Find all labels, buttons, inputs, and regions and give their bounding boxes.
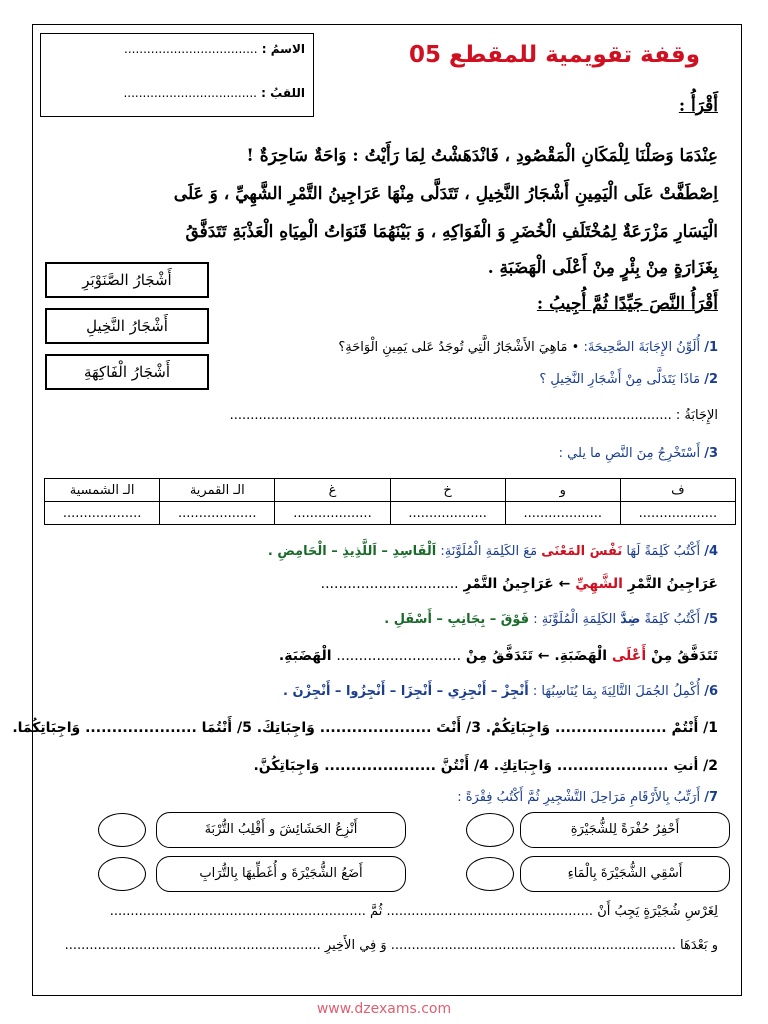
q1-text: • مَاهِيَ الأَشْجَارُ الَّتِي تُوجَدُ عَلى يَمِينِ الْوَاحَةِ؟ (338, 340, 580, 355)
question-6 (283, 684, 718, 699)
table-header: الـ الشمسية (45, 479, 160, 502)
surname-row[interactable] (123, 86, 305, 100)
q6-number: 6/ (704, 684, 718, 699)
q7-text: أَرَتِّبُ بِالأَرْقَامِ مَرَاحِلَ التَّشْجِيرِ ثُمَّ أَكْتُبُ فِقْرَةً : (457, 790, 701, 805)
table-header: الـ القمرية (160, 479, 275, 502)
question-5 (384, 612, 718, 627)
q4-choices: اَلْفَاسِدِ – اَللَّذِيذِ – الْحَامِضِ . (267, 544, 437, 559)
q6-row-2[interactable]: 2/ أنتِ ..................... وَاجِبَاتِكِ. 4/ أَنْتُنَّ ..................... وَاجِبَاتِكُنَّ. (253, 758, 718, 774)
q5-sentence-b: الْهَضَبَةِ. ← تَتَدَفَّقُ مِنْ (465, 648, 607, 664)
q2-number: 2/ (704, 372, 718, 387)
step-3-number-circle[interactable] (466, 857, 514, 891)
question-2 (539, 372, 718, 387)
q4-text-c: مَعَ الكَلِمَةِ الْمُلَوَّنَةِ: (440, 544, 538, 559)
step-4-number-circle[interactable] (98, 857, 146, 891)
q5-text-a: أَكْتُبُ كَلِمَةً (644, 612, 701, 627)
surname-dots: ................................... (123, 86, 257, 100)
q5-text-c: الكَلِمَةِ الْمُلَوَّنَةِ : (533, 612, 617, 627)
reading-line-2: اِصْطَفَّتْ عَلَى الْيَمِينِ أَشْجَارُ النَّخِيلِ ، تَتَدَلَّى مِنْهَا عَرَاجِينُ التَّمْرِ الشَّهِيِّ ، وَ عَلَى (173, 184, 718, 204)
q2-answer-line[interactable] (230, 408, 718, 423)
q2-answer-label: الإِجَابَةُ : (675, 408, 718, 423)
q7-paragraph-line-1[interactable]: لِغَرْسِ شُجَيْرَةٍ يَجِبُ أَنْ .................................................. ثُمَّ .............................................................. (109, 904, 718, 919)
table-header: غ (275, 479, 390, 502)
q4-sentence (321, 576, 718, 592)
surname-label: اللقبُ : (261, 86, 305, 100)
q4-sentence-a: عَرَاجِينُ التَّمْرِ (627, 576, 718, 592)
question-7 (457, 790, 718, 805)
table-header: خ (390, 479, 505, 502)
q4-number: 4/ (704, 544, 718, 559)
q5-number: 5/ (704, 612, 718, 627)
q6-choices: أَنْجِزْ – أَنْجِزِي – أَنْجِزَا – أَنْجِزُوا – أَنْجِزْنَ . (283, 684, 529, 699)
name-row[interactable] (124, 42, 305, 56)
question-4 (268, 544, 718, 559)
q5-sentence-highlight: أَعْلَى (611, 648, 647, 664)
q6-row-1[interactable]: 1/ أَنْتُمْ ..................... وَاجِبَاتِكُمْ. 3/ أَنْتَ ..................... وَاجِبَاتِكَ. 5/ أَنْتُمَا ..................... وَاجِبَاتِكُمَا. (12, 720, 718, 736)
table-cell[interactable]: ................... (45, 502, 160, 525)
q4-sentence-highlight: الشَّهِيِّ (575, 576, 623, 592)
table-row (45, 502, 736, 525)
step-remove-weeds: أَنْزِعُ الحَشَائِشَ و أَقْلِبُ التُّرْبَةَ (156, 812, 406, 848)
option-fruit-trees[interactable]: أَشْجَارُ الْفَاكِهَةِ (45, 354, 209, 390)
footer-website[interactable]: www.dzexams.com (316, 1001, 452, 1017)
table-header-row (45, 479, 736, 502)
q7-number: 7/ (704, 790, 718, 805)
q3-number: 3/ (704, 446, 718, 461)
q5-sentence (279, 648, 718, 664)
q1-label: أُلَوِّنُ الإِجَابَةَ الصَّحِيحَةَ: (583, 340, 701, 355)
questions-heading: أَقْرَأُ النَّصَ جَيِّدًا ثُمَّ أُجِيبُ : (536, 294, 718, 314)
letters-table (44, 478, 736, 525)
q5-choices: فَوْقَ – بِجَانِبِ – أَسْفَلِ . (384, 612, 530, 627)
q5-sentence-a: تَتَدَفَّقُ مِنْ (651, 648, 718, 664)
q4-answer-dots[interactable]: ............................... (320, 576, 459, 592)
q5-text-b: ضِدَّ (620, 612, 641, 627)
step-1-number-circle[interactable] (466, 813, 514, 847)
student-info-box (40, 33, 314, 117)
table-cell[interactable]: ................... (505, 502, 620, 525)
option-pine-trees[interactable]: أَشْجَارُ الصَّنَوْبَرِ (45, 262, 209, 298)
q5-answer-dots[interactable]: ............................ (336, 648, 462, 664)
table-cell[interactable]: ................... (390, 502, 505, 525)
q1-number: 1/ (704, 340, 718, 355)
table-header: و (505, 479, 620, 502)
table-cell[interactable]: ................... (160, 502, 275, 525)
q4-text-b: نَفْسَ المَعْنَى (541, 544, 623, 559)
q4-text-a: أَكْتُبُ كَلِمَةً لَهَا (626, 544, 701, 559)
page-title: وقفة تقويمية للمقطع 05 (408, 42, 700, 68)
reading-heading: أَقْرَأُ : (678, 96, 718, 116)
option-palm-trees[interactable]: أَشْجَارُ النَّخِيلِ (45, 308, 209, 344)
q5-sentence-c: الْهَضَبَةِ. (278, 648, 332, 664)
reading-line-4: بِغَزَارَةٍ مِنْ بِئْرٍ مِنْ أَعْلَى الْهَضَبَةِ . (487, 258, 718, 278)
table-cell[interactable]: ................... (620, 502, 735, 525)
step-water-plant: أَسْقِي الشُّجَيْرَةَ بِالْمَاءِ (520, 856, 730, 892)
q2-answer-dots: ........................................................................................................... (229, 408, 672, 423)
q6-text: أُكْمِلُ الجُمَلَ التَّالِيَةَ بِمَا يُنَاسِبُهَا : (532, 684, 701, 699)
question-1 (338, 340, 718, 355)
reading-line-1: عِنْدَمَا وَصَلْنَا لِلْمَكَانِ الْمَقْصُودِ ، فَانْدَهَشْتُ لِمَا رَأَيْتُ : وَاحَةٌ سَاحِرَةٌ ! (246, 146, 718, 166)
step-2-number-circle[interactable] (98, 813, 146, 847)
name-label: الاسمُ : (261, 42, 305, 56)
q7-paragraph-line-2[interactable]: و بَعْدَهَا ..................................................................... وَ فِي الأَخِيرِ .............................................................. (64, 938, 718, 953)
reading-line-3: الْيَسَارِ مَزْرَعَةٌ لِمُخْتَلَفِ الْخُضَرِ وَ الْفَوَاكِهِ ، وَ بَيْنَهُمَا قَنَوَاتُ الْمِيَاهِ الْعَذْبَةِ تَتَدَفَّقُ (185, 222, 718, 242)
q3-text: أَسْتَخْرِجُ مِنَ النَّصِ ما يلي : (558, 446, 701, 461)
name-dots: ................................... (124, 42, 258, 56)
table-header: ف (620, 479, 735, 502)
step-dig-hole: أَحْفِرُ حُفْرَةً لِلشُّجَيْرَةِ (520, 812, 730, 848)
table-cell[interactable]: ................... (275, 502, 390, 525)
step-place-plant: أَضَعُ الشُّجَيْرَةَ و أُغَطِّيهَا بِالتُّرَابِ (156, 856, 406, 892)
question-3 (559, 446, 718, 461)
q4-sentence-b: ← عَرَاجِينُ التَّمْرِ (463, 576, 571, 592)
q2-text: مَاذَا يَتَدَلَّى مِنْ أَشْجَارِ النَّخِيلِ ؟ (539, 372, 701, 387)
